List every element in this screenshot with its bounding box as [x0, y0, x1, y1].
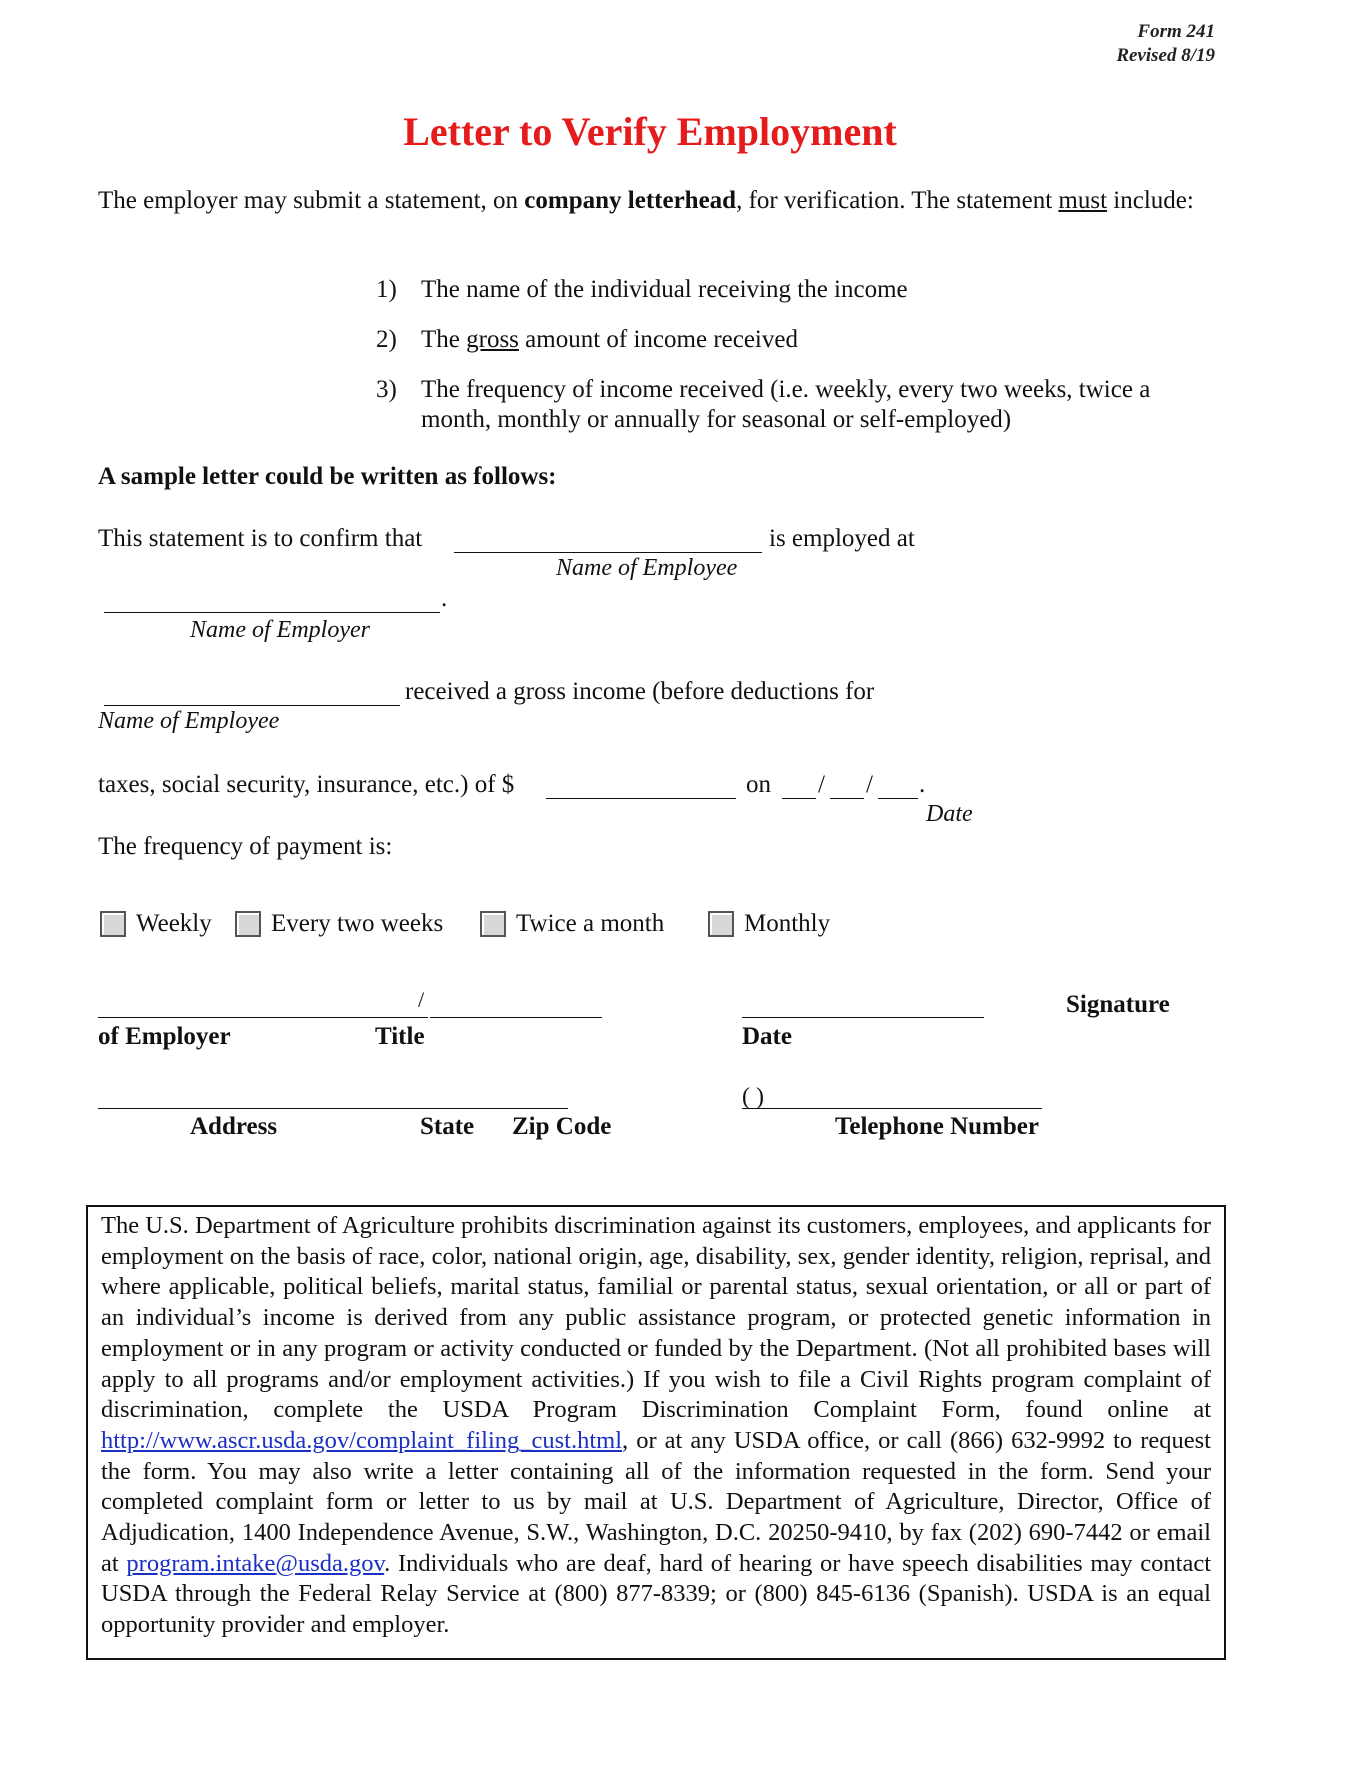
date-line[interactable] [742, 1000, 984, 1018]
received-text: received a gross income (before deductions for [405, 678, 875, 705]
date-slash: / [818, 771, 825, 798]
of-employer-label: of Employer [98, 1023, 231, 1050]
list-item [376, 325, 1216, 355]
checkbox-icon[interactable] [480, 911, 506, 937]
list-text-post: amount of income received [518, 326, 798, 353]
intro-text-3: include: [1107, 187, 1194, 214]
checkbox-monthly[interactable] [708, 910, 830, 938]
list-text: The name of the individual receiving the income [421, 276, 908, 303]
email-link[interactable]: program.intake@usda.gov [126, 1549, 385, 1577]
date-period: . [919, 771, 926, 798]
form-revised-date: Revised 8/19 [1116, 45, 1215, 66]
signature-slash: / [418, 987, 425, 1012]
list-text [421, 325, 1216, 355]
checkbox-label: Twice a month [516, 910, 665, 937]
employer-name-caption: Name of Employer [190, 617, 370, 643]
intro-letterhead: company letterhead [524, 187, 737, 214]
checkbox-every-two-weeks[interactable] [235, 910, 443, 938]
employee-name-line-2[interactable] [104, 679, 400, 706]
phone-area-code: ( ) [742, 1084, 764, 1110]
date-day-line[interactable] [830, 772, 864, 799]
telephone-line[interactable] [742, 1091, 1042, 1109]
state-label: State [420, 1113, 475, 1140]
list-number: 2) [376, 326, 397, 353]
list-text-pre: The [421, 326, 467, 353]
frequency-text: The frequency of payment is: [98, 833, 393, 860]
employer-name-line[interactable] [104, 586, 440, 613]
employee-name-line[interactable] [454, 526, 762, 553]
title-line[interactable] [430, 1000, 602, 1018]
sample-heading: A sample letter could be written as follows: [98, 463, 557, 490]
employee-name-caption-2: Name of Employee [98, 708, 280, 734]
zip-code-label: Zip Code [512, 1113, 612, 1140]
employed-at-text: is employed at [769, 525, 915, 552]
notice-text-1: The U.S. Department of Agriculture prohibits discrimination against its customers, employees, and applicants for employment on the basis of race, color, national origin, age, disability, sex, gender identity, religion, reprisal, and where applicable, political beliefs, marital status, familial or parental status, sexual orientation, or all or part of an individual’s income is derived from any public assistance program, or protected genetic information in employment or in any program or activity conducted or funded by the Department. (Not all prohibited bases will apply to all programs and/or employment activities.) If you wish to file a Civil Rights program complaint of discrimination, complete the USDA Program Discrimination Complaint Form, found online at [101, 1212, 1211, 1424]
date-year-line[interactable] [878, 772, 918, 799]
checkbox-twice-a-month[interactable] [480, 910, 664, 938]
intro-must: must [1058, 187, 1108, 214]
address-line[interactable] [98, 1091, 568, 1109]
checkbox-weekly[interactable] [100, 910, 212, 938]
checkbox-icon[interactable] [100, 911, 126, 937]
list-text-gross: gross [466, 326, 519, 353]
date-slash: / [866, 771, 873, 798]
form-number: Form 241 [1137, 21, 1215, 42]
telephone-label: Telephone Number [835, 1113, 1039, 1140]
form-meta [1116, 20, 1215, 68]
intro-text-2: , for verification. The statement [736, 187, 1059, 214]
signature-label: Signature [1066, 991, 1170, 1018]
employee-name-caption: Name of Employee [556, 555, 738, 581]
list-item [376, 375, 1216, 435]
title-label: Title [375, 1023, 425, 1050]
intro-text-1: The employer may submit a statement, on [98, 187, 525, 214]
employer-signature-line[interactable] [98, 1000, 428, 1018]
nondiscrimination-notice [86, 1205, 1226, 1660]
list-number: 3) [376, 376, 397, 403]
date-month-line[interactable] [782, 772, 816, 799]
checkbox-icon[interactable] [708, 911, 734, 937]
checkbox-icon[interactable] [235, 911, 261, 937]
intro-paragraph [98, 185, 1208, 217]
list-item [376, 275, 1216, 305]
page-title: Letter to Verify Employment [403, 109, 897, 154]
checkbox-label: Every two weeks [271, 910, 444, 937]
checkbox-label: Monthly [744, 910, 831, 937]
confirm-text: This statement is to confirm that [98, 525, 423, 552]
notice-text-3: . Individuals who are deaf, hard of hearing or have speech disabilities may contact USDA through the Federal Relay Service at (800) 877-8339; or (800) 845-6136 (Spanish). USDA is an equal opportunity provider and employer. [101, 1549, 1211, 1639]
checkbox-label: Weekly [136, 910, 212, 937]
on-text: on [746, 771, 771, 798]
date-caption: Date [926, 801, 973, 827]
requirements-list [376, 275, 1216, 455]
amount-line[interactable] [546, 772, 736, 799]
list-text: The frequency of income received (i.e. weekly, every two weeks, twice a month, monthly or annually for seasonal or self-employed) [421, 376, 1151, 433]
date-label: Date [742, 1023, 792, 1050]
complaint-form-link[interactable]: http://www.ascr.usda.gov/complaint_filing_cust.html [101, 1426, 623, 1454]
address-label: Address [190, 1113, 278, 1140]
list-number: 1) [376, 276, 397, 303]
employer-period: . [441, 585, 448, 612]
notice-text-2: , or at any USDA office, or call (866) 632-9992 to request the form. You may also write a letter containing all of the information requested in the form. Send your completed complaint form or letter to us by mail at U.S. Department of Agriculture, Director, Office of Adjudication, 1400 Independence Avenue, S.W., Washington, D.C. 20250-9410, by fax (202) 690-7442 or email at [101, 1426, 1211, 1577]
taxes-text: taxes, social security, insurance, etc.) of $ [98, 771, 515, 798]
